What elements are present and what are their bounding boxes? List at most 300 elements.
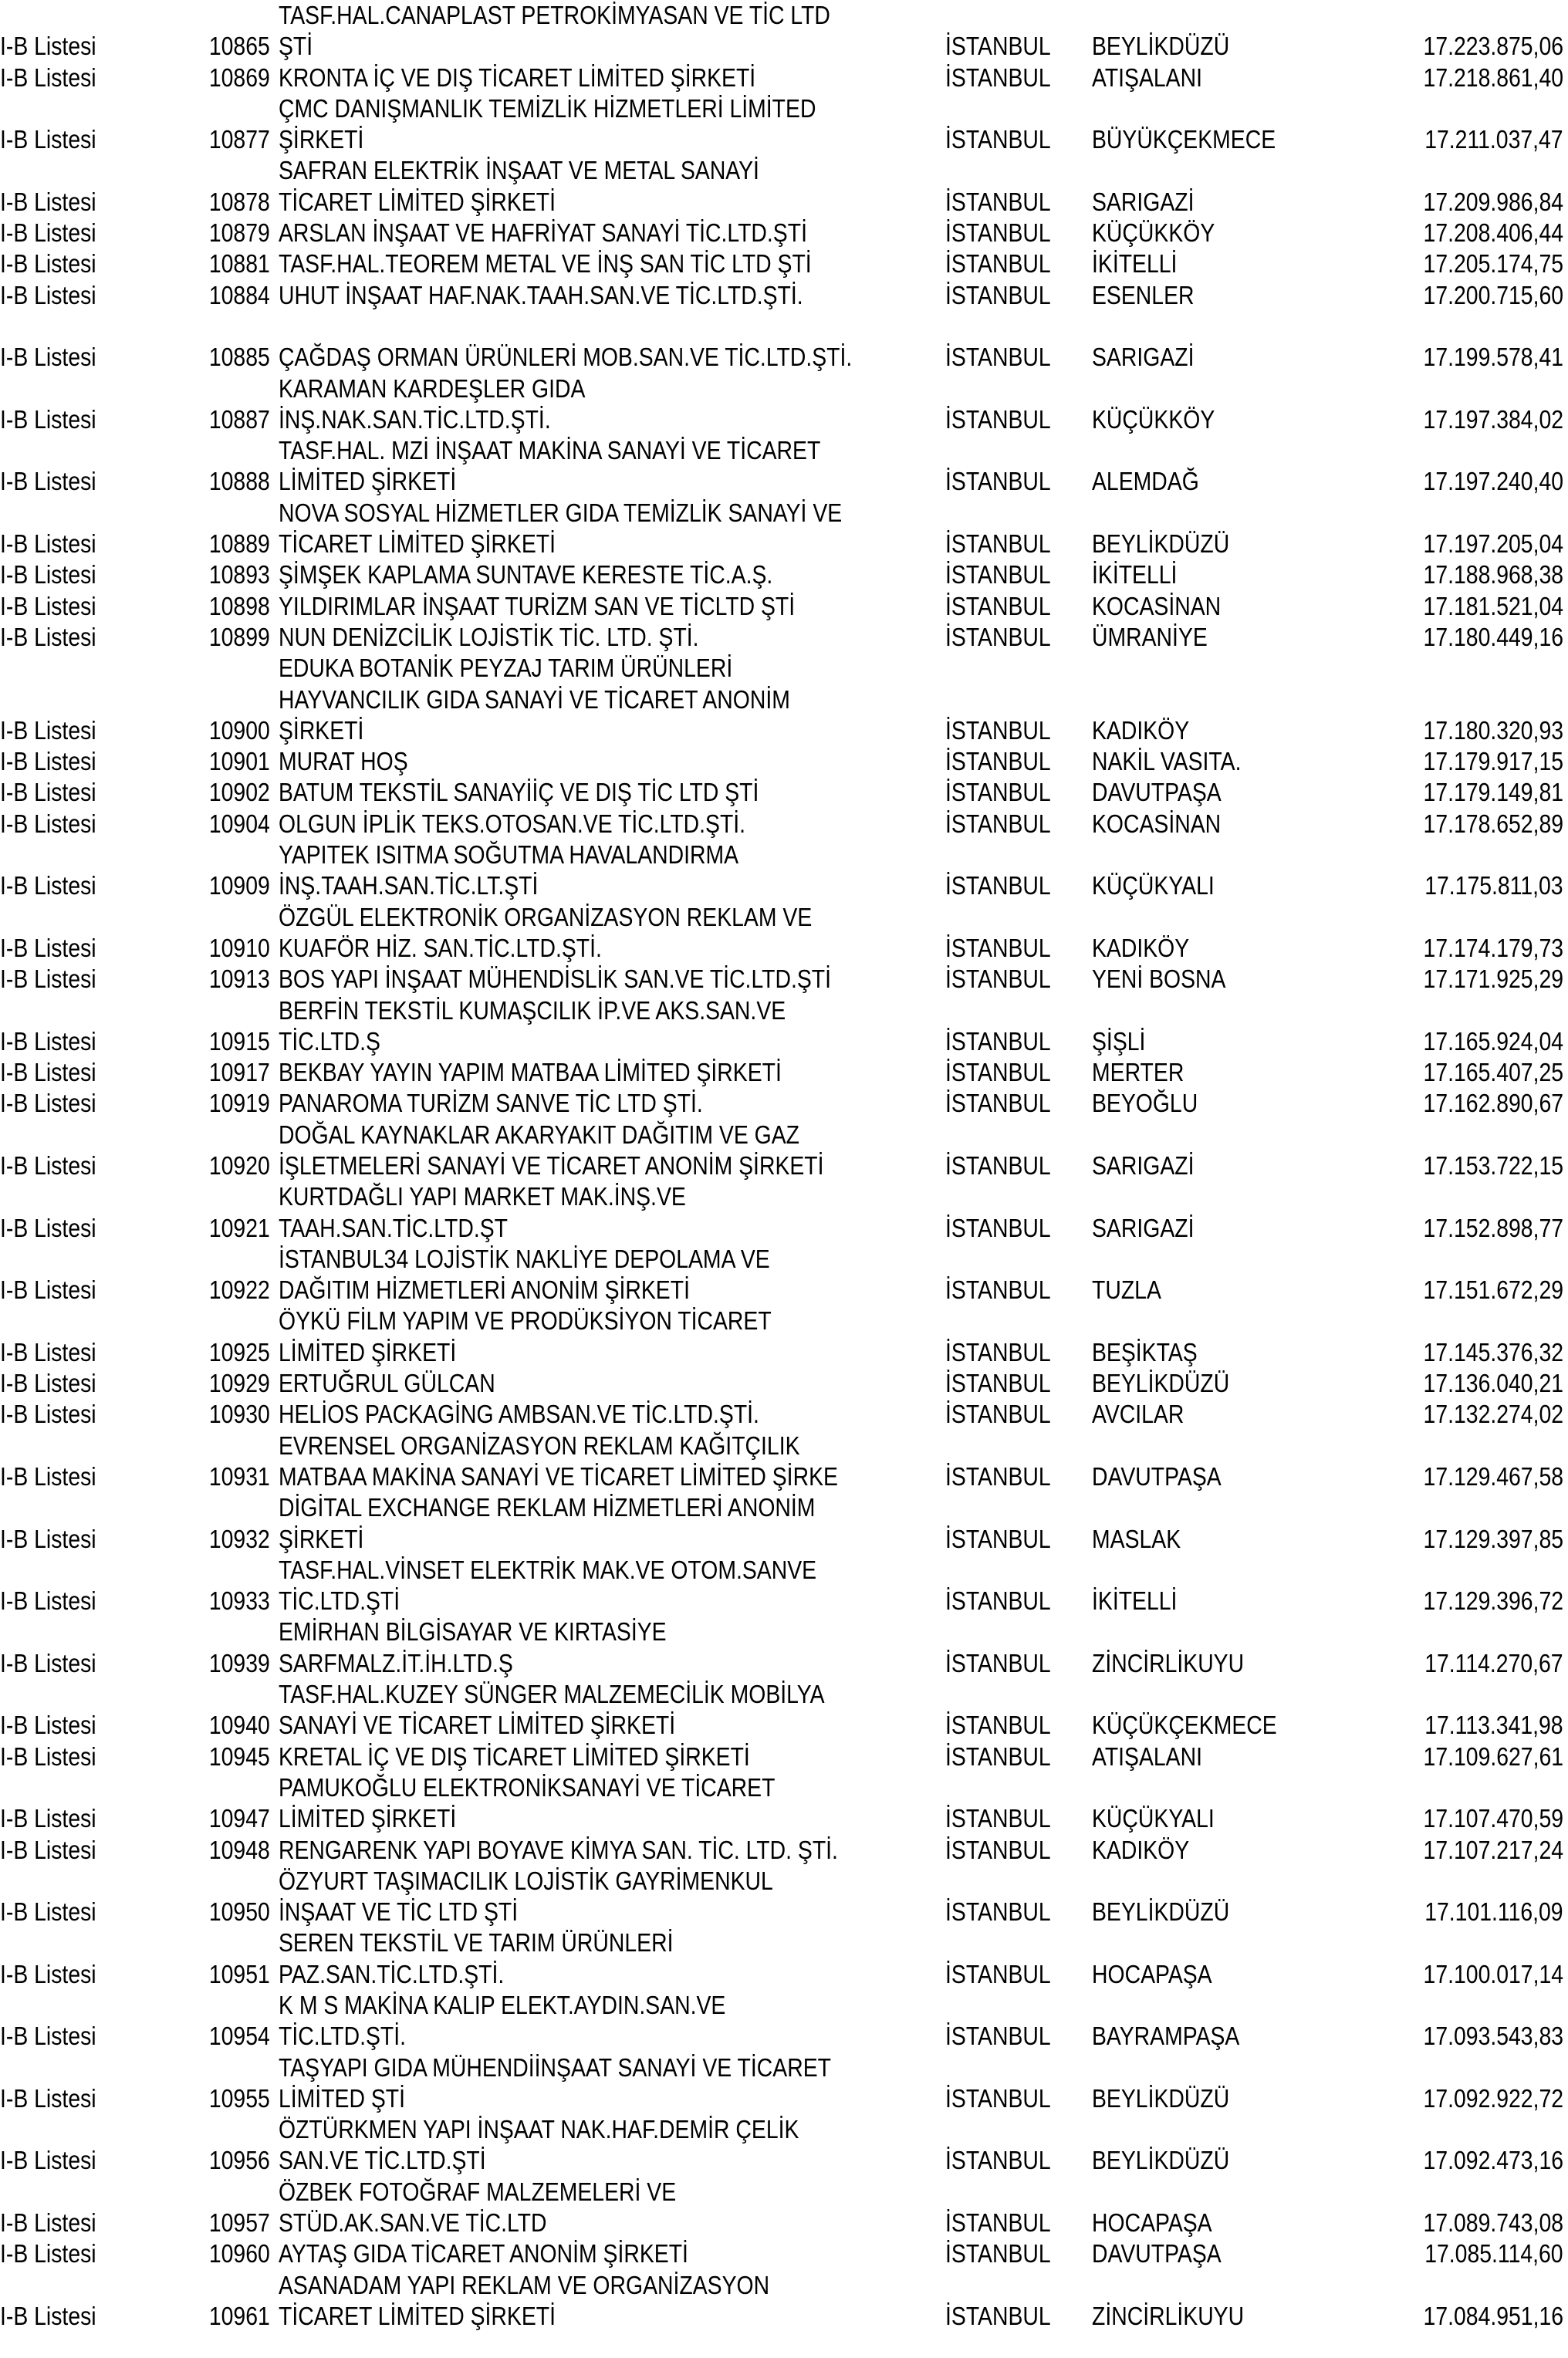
company-name: KUAFÖR HİZ. SAN.TİC.LTD.ŞTİ.	[279, 933, 602, 962]
city: İSTANBUL	[945, 280, 1051, 309]
list-label: I-B Listesi	[0, 1835, 96, 1864]
city: İSTANBUL	[945, 715, 1051, 745]
name-continuation-line	[0, 435, 1568, 466]
list-label: I-B Listesi	[0, 964, 96, 994]
company-name: OLGUN İPLİK TEKS.OTOSAN.VE TİC.LTD.ŞTİ.	[279, 809, 746, 838]
list-label: I-B Listesi	[0, 747, 96, 776]
district: ATIŞALANI	[1092, 1741, 1203, 1771]
company-name: TİC.LTD.ŞTİ.	[279, 2022, 407, 2051]
name-continuation-line	[0, 2270, 1568, 2301]
list-label: I-B Listesi	[0, 62, 96, 92]
company-name-part: PAMUKOĞLU ELEKTRONİKSANAYİ VE TİCARET	[279, 1772, 776, 1802]
city: İSTANBUL	[945, 1835, 1051, 1864]
table-row	[0, 466, 1568, 497]
company-name-part: ÖZYURT TAŞIMACILIK LOJİSTİK GAYRİMENKUL	[279, 1866, 773, 1895]
amount: 17.101.116,09	[1424, 1897, 1563, 1927]
company-name: TİCARET LİMİTED ŞİRKETİ	[279, 187, 556, 216]
city: İSTANBUL	[945, 778, 1051, 807]
list-label: I-B Listesi	[0, 125, 96, 154]
district: ÜMRANİYE	[1092, 622, 1208, 651]
company-name: LİMİTED ŞTİ	[279, 2083, 405, 2113]
list-label: I-B Listesi	[0, 280, 96, 309]
record-id: 10960	[209, 2239, 270, 2268]
record-id: 10948	[209, 1835, 270, 1864]
amount: 17.129.396,72	[1423, 1586, 1563, 1616]
list-label: I-B Listesi	[0, 1804, 96, 1833]
district: DAVUTPAŞA	[1092, 778, 1222, 807]
company-name-part: ASANADAM YAPI REKLAM VE ORGANİZASYON	[279, 2270, 770, 2299]
company-name-part: KURTDAĞLI YAPI MARKET MAK.İNŞ.VE	[279, 1182, 686, 1211]
amount: 17.223.875,06	[1423, 32, 1563, 61]
district: AVCILAR	[1092, 1400, 1184, 1429]
list-label: I-B Listesi	[0, 1400, 96, 1429]
district: KÜÇÜKYALI	[1092, 1804, 1215, 1833]
district: KÜÇÜKYALI	[1092, 871, 1215, 900]
table-row	[0, 187, 1568, 218]
company-name: HELİOS PACKAGİNG AMBSAN.VE TİC.LTD.ŞTİ.	[279, 1400, 759, 1429]
record-id: 10932	[209, 1524, 270, 1553]
amount: 17.132.274,02	[1423, 1400, 1563, 1429]
district: ŞİŞLİ	[1092, 1026, 1146, 1056]
name-continuation-line	[0, 839, 1568, 870]
name-continuation-line	[0, 1990, 1568, 2021]
city: İSTANBUL	[945, 1213, 1051, 1242]
amount: 17.092.473,16	[1423, 2146, 1563, 2175]
amount: 17.165.407,25	[1423, 1058, 1563, 1087]
list-label: I-B Listesi	[0, 591, 96, 620]
amount: 17.171.925,29	[1423, 964, 1563, 994]
list-label: I-B Listesi	[0, 933, 96, 962]
record-id: 10910	[209, 933, 270, 962]
name-continuation-line	[0, 155, 1568, 186]
company-name: TAAH.SAN.TİC.LTD.ŞT	[279, 1213, 508, 1242]
company-name-part: TASF.HAL.VİNSET ELEKTRİK MAK.VE OTOM.SANVE	[279, 1555, 817, 1584]
district: BEYLİKDÜZÜ	[1092, 1897, 1230, 1927]
record-id: 10865	[209, 32, 270, 61]
district: SARIGAZİ	[1092, 1150, 1195, 1180]
list-label: I-B Listesi	[0, 1648, 96, 1677]
company-name: ARSLAN İNŞAAT VE HAFRİYAT SANAYİ TİC.LTD.ŞTİ	[279, 218, 807, 248]
district: ZİNCİRLİKUYU	[1092, 1648, 1245, 1677]
company-name: TİC.LTD.Ş	[279, 1026, 380, 1056]
amount: 17.197.240,40	[1423, 467, 1563, 496]
record-id: 10925	[209, 1337, 270, 1366]
company-name-part: TASF.HAL.CANAPLAST PETROKİMYASAN VE TİC LTD	[279, 1, 830, 29]
city: İSTANBUL	[945, 32, 1051, 61]
amount: 17.197.205,04	[1423, 529, 1563, 559]
list-label: I-B Listesi	[0, 1026, 96, 1056]
company-name-part: SAFRAN ELEKTRİK İNŞAAT VE METAL SANAYİ	[279, 156, 759, 185]
table-row	[0, 1088, 1568, 1119]
amount: 17.209.986,84	[1423, 187, 1563, 216]
table-row	[0, 1057, 1568, 1088]
amount: 17.152.898,77	[1423, 1213, 1563, 1242]
company-name-part: KARAMAN KARDEŞLER GIDA	[279, 373, 586, 403]
record-id: 10885	[209, 343, 270, 372]
name-continuation-line	[0, 2114, 1568, 2145]
district: BEYLİKDÜZÜ	[1092, 1369, 1230, 1398]
amount: 17.129.467,58	[1423, 1461, 1563, 1491]
table-row	[0, 777, 1568, 808]
company-name: LİMİTED ŞİRKETİ	[279, 1337, 457, 1366]
amount: 17.100.017,14	[1423, 1959, 1563, 1988]
record-id: 10889	[209, 529, 270, 559]
record-id: 10899	[209, 622, 270, 651]
amount: 17.165.924,04	[1423, 1026, 1563, 1056]
district: NAKİL VASITA.	[1092, 747, 1242, 776]
record-id: 10920	[209, 1150, 270, 1180]
amount: 17.178.652,89	[1423, 809, 1563, 838]
list-label: I-B Listesi	[0, 2022, 96, 2051]
table-row	[0, 559, 1568, 590]
company-name: BOS YAPI İNŞAAT MÜHENDİSLİK SAN.VE TİC.LTD.ŞTİ	[279, 964, 831, 994]
district: KÜÇÜKKÖY	[1092, 218, 1215, 248]
city: İSTANBUL	[945, 343, 1051, 372]
company-name-part: ÖZTÜRKMEN YAPI İNŞAAT NAK.HAF.DEMİR ÇELİK	[279, 2115, 799, 2144]
list-label: I-B Listesi	[0, 1150, 96, 1180]
city: İSTANBUL	[945, 62, 1051, 92]
record-id: 10933	[209, 1586, 270, 1616]
table-row	[0, 1710, 1568, 1741]
list-label: I-B Listesi	[0, 343, 96, 372]
table-row	[0, 2208, 1568, 2238]
table-row	[0, 2238, 1568, 2269]
district: HOCAPAŞA	[1092, 1959, 1212, 1988]
district: ZİNCİRLİKUYU	[1092, 2301, 1245, 2330]
company-name: SANAYİ VE TİCARET LİMİTED ŞİRKETİ	[279, 1711, 676, 1740]
record-id: 10901	[209, 747, 270, 776]
district: ESENLER	[1092, 280, 1195, 309]
blank-spacer	[0, 311, 1568, 342]
record-id: 10904	[209, 809, 270, 838]
list-label: I-B Listesi	[0, 715, 96, 745]
company-name: ŞİMŞEK KAPLAMA SUNTAVE KERESTE TİC.A.Ş.	[279, 560, 773, 590]
amount: 17.129.397,85	[1423, 1524, 1563, 1553]
name-continuation-line	[0, 653, 1568, 684]
company-name: UHUT İNŞAAT HAF.NAK.TAAH.SAN.VE TİC.LTD.ŞTİ.	[279, 280, 803, 309]
list-label: I-B Listesi	[0, 1959, 96, 1988]
table-row	[0, 1741, 1568, 1772]
amount: 17.084.951,16	[1423, 2301, 1563, 2330]
table-row	[0, 1399, 1568, 1430]
record-id: 10915	[209, 1026, 270, 1056]
company-name-part: DİGİTAL EXCHANGE REKLAM HİZMETLERİ ANONİM	[279, 1493, 816, 1522]
table-row	[0, 1524, 1568, 1555]
district: KÜÇÜKÇEKMECE	[1092, 1711, 1277, 1740]
city: İSTANBUL	[945, 1524, 1051, 1553]
table-row	[0, 1213, 1568, 1244]
list-label: I-B Listesi	[0, 249, 96, 279]
list-label: I-B Listesi	[0, 1741, 96, 1771]
record-id: 10930	[209, 1400, 270, 1429]
district: DAVUTPAŞA	[1092, 2239, 1222, 2268]
name-continuation-line	[0, 1431, 1568, 1461]
company-name-part: BERFİN TEKSTİL KUMAŞCILIK İP.VE AKS.SAN.VE	[279, 995, 786, 1025]
city: İSTANBUL	[945, 1741, 1051, 1771]
city: İSTANBUL	[945, 2208, 1051, 2238]
record-id: 10877	[209, 125, 270, 154]
list-label: I-B Listesi	[0, 1337, 96, 1366]
table-row	[0, 809, 1568, 839]
name-continuation-line	[0, 498, 1568, 529]
city: İSTANBUL	[945, 1648, 1051, 1677]
list-label: I-B Listesi	[0, 404, 96, 434]
table-row	[0, 218, 1568, 248]
amount: 17.200.715,60	[1423, 280, 1563, 309]
list-label: I-B Listesi	[0, 1213, 96, 1242]
company-name: DAĞITIM HİZMETLERİ ANONİM ŞİRKETİ	[279, 1275, 690, 1305]
table-row	[0, 591, 1568, 622]
company-name: İŞLETMELERİ SANAYİ VE TİCARET ANONİM ŞİRKETİ	[279, 1150, 824, 1180]
company-name: SAN.VE TİC.LTD.ŞTİ	[279, 2146, 486, 2175]
record-id: 10956	[209, 2146, 270, 2175]
amount: 17.181.521,04	[1423, 591, 1563, 620]
company-name: STÜD.AK.SAN.VE TİC.LTD	[279, 2208, 547, 2238]
record-id: 10922	[209, 1275, 270, 1305]
district: KADIKÖY	[1092, 715, 1190, 745]
record-id: 10879	[209, 218, 270, 248]
name-continuation-line	[0, 684, 1568, 715]
district: BAYRAMPAŞA	[1092, 2022, 1240, 2051]
list-label: I-B Listesi	[0, 2208, 96, 2238]
record-id: 10957	[209, 2208, 270, 2238]
table-row	[0, 2301, 1568, 2332]
city: İSTANBUL	[945, 249, 1051, 279]
city: İSTANBUL	[945, 1058, 1051, 1087]
record-id: 10947	[209, 1804, 270, 1833]
table-row	[0, 1461, 1568, 1492]
amount: 17.109.627,61	[1423, 1741, 1563, 1771]
company-name: TİC.LTD.ŞTİ	[279, 1586, 400, 1616]
company-name: LİMİTED ŞİRKETİ	[279, 467, 457, 496]
city: İSTANBUL	[945, 2301, 1051, 2330]
city: İSTANBUL	[945, 2239, 1051, 2268]
table-row	[0, 964, 1568, 995]
district: SARIGAZİ	[1092, 343, 1195, 372]
table-row	[0, 2145, 1568, 2176]
record-id: 10940	[209, 1711, 270, 1740]
company-name-part: TASF.HAL. MZİ İNŞAAT MAKİNA SANAYİ VE TİCARET	[279, 436, 821, 465]
district: ALEMDAĞ	[1092, 467, 1199, 496]
amount: 17.107.217,24	[1423, 1835, 1563, 1864]
table-row	[0, 1586, 1568, 1616]
amount: 17.093.543,83	[1423, 2022, 1563, 2051]
city: İSTANBUL	[945, 404, 1051, 434]
amount: 17.113.341,98	[1424, 1711, 1563, 1740]
company-name-part: K M S MAKİNA KALIP ELEKT.AYDIN.SAN.VE	[279, 1991, 726, 2019]
district: ATIŞALANI	[1092, 62, 1203, 92]
city: İSTANBUL	[945, 1369, 1051, 1398]
record-id: 10893	[209, 560, 270, 590]
amount: 17.199.578,41	[1423, 343, 1563, 372]
name-continuation-line	[0, 2177, 1568, 2208]
record-id: 10929	[209, 1369, 270, 1398]
company-name-part: DOĞAL KAYNAKLAR AKARYAKIT DAĞITIM VE GAZ	[279, 1120, 800, 1149]
list-label: I-B Listesi	[0, 1275, 96, 1305]
city: İSTANBUL	[945, 964, 1051, 994]
city: İSTANBUL	[945, 187, 1051, 216]
name-continuation-line	[0, 0, 1568, 31]
name-continuation-line	[0, 93, 1568, 124]
list-label: I-B Listesi	[0, 622, 96, 651]
city: İSTANBUL	[945, 1400, 1051, 1429]
amount: 17.162.890,67	[1423, 1089, 1563, 1118]
company-name: YILDIRIMLAR İNŞAAT TURİZM SAN VE TİCLTD ŞTİ	[279, 591, 796, 620]
amount: 17.153.722,15	[1423, 1150, 1563, 1180]
city: İSTANBUL	[945, 529, 1051, 559]
record-id: 10887	[209, 404, 270, 434]
record-id: 10869	[209, 62, 270, 92]
city: İSTANBUL	[945, 1089, 1051, 1118]
district: KOCASİNAN	[1092, 809, 1222, 838]
company-name: TİCARET LİMİTED ŞİRKETİ	[279, 2301, 556, 2330]
record-id: 10939	[209, 1648, 270, 1677]
city: İSTANBUL	[945, 218, 1051, 248]
record-id: 10881	[209, 249, 270, 279]
list-label: I-B Listesi	[0, 778, 96, 807]
city: İSTANBUL	[945, 933, 1051, 962]
table-row	[0, 1897, 1568, 1927]
district: BEYLİKDÜZÜ	[1092, 529, 1230, 559]
district: BÜYÜKÇEKMECE	[1092, 125, 1276, 154]
record-id: 10945	[209, 1741, 270, 1771]
record-id: 10921	[209, 1213, 270, 1242]
district: İKİTELLİ	[1092, 249, 1178, 279]
company-name: MATBAA MAKİNA SANAYİ VE TİCARET LİMİTED ŞİRKE	[279, 1461, 838, 1491]
list-label: I-B Listesi	[0, 1058, 96, 1087]
company-name-part: YAPITEK ISITMA SOĞUTMA HAVALANDIRMA	[279, 840, 739, 870]
company-name: SARFMALZ.İT.İH.LTD.Ş	[279, 1648, 513, 1677]
amount: 17.197.384,02	[1423, 404, 1563, 434]
company-name: KRETAL İÇ VE DIŞ TİCARET LİMİTED ŞİRKETİ	[279, 1741, 750, 1771]
city: İSTANBUL	[945, 1337, 1051, 1366]
company-name-part: TAŞYAPI GIDA MÜHENDİİNŞAAT SANAYİ VE TİCARET	[279, 2052, 831, 2082]
company-name: ÇAĞDAŞ ORMAN ÜRÜNLERİ MOB.SAN.VE TİC.LTD.ŞTİ.	[279, 343, 853, 372]
list-label: I-B Listesi	[0, 1897, 96, 1927]
company-name-part: ÇMC DANIŞMANLIK TEMİZLİK HİZMETLERİ LİMİTED	[279, 93, 816, 123]
list-label: I-B Listesi	[0, 560, 96, 590]
city: İSTANBUL	[945, 1804, 1051, 1833]
name-continuation-line	[0, 1181, 1568, 1212]
district: TUZLA	[1092, 1275, 1161, 1305]
list-label: I-B Listesi	[0, 1524, 96, 1553]
city: İSTANBUL	[945, 560, 1051, 590]
district: MERTER	[1092, 1058, 1184, 1087]
city: İSTANBUL	[945, 591, 1051, 620]
district: KADIKÖY	[1092, 1835, 1190, 1864]
company-name: ERTUĞRUL GÜLCAN	[279, 1369, 495, 1398]
city: İSTANBUL	[945, 747, 1051, 776]
amount: 17.179.149,81	[1423, 778, 1563, 807]
record-id: 10900	[209, 715, 270, 745]
company-name: İNŞ.TAAH.SAN.TİC.LT.ŞTİ	[279, 871, 539, 900]
name-continuation-line	[0, 1772, 1568, 1803]
city: İSTANBUL	[945, 1275, 1051, 1305]
company-name: NUN DENİZCİLİK LOJİSTİK TİC. LTD. ŞTİ.	[279, 622, 699, 651]
table-row	[0, 342, 1568, 373]
table-row	[0, 870, 1568, 901]
list-label: I-B Listesi	[0, 1369, 96, 1398]
list-label: I-B Listesi	[0, 218, 96, 248]
company-name: TASF.HAL.TEOREM METAL VE İNŞ SAN TİC LTD ŞTİ	[279, 249, 812, 279]
list-label: I-B Listesi	[0, 529, 96, 559]
record-id: 10951	[209, 1959, 270, 1988]
city: İSTANBUL	[945, 1586, 1051, 1616]
name-continuation-line	[0, 1927, 1568, 1958]
company-name-part: EVRENSEL ORGANİZASYON REKLAM KAĞITÇILIK	[279, 1431, 800, 1460]
record-id: 10884	[209, 280, 270, 309]
record-id: 10961	[209, 2301, 270, 2330]
amount: 17.218.861,40	[1423, 62, 1563, 92]
list-label: I-B Listesi	[0, 187, 96, 216]
city: İSTANBUL	[945, 871, 1051, 900]
company-name: ŞTİ	[279, 32, 313, 61]
name-continuation-line	[0, 995, 1568, 1026]
table-row	[0, 1835, 1568, 1866]
company-name: İNŞ.NAK.SAN.TİC.LTD.ŞTİ.	[279, 404, 551, 434]
company-name: BATUM TEKSTİL SANAYİİÇ VE DIŞ TİC LTD ŞTİ	[279, 778, 759, 807]
amount: 17.188.968,38	[1423, 560, 1563, 590]
record-id: 10955	[209, 2083, 270, 2113]
record-id: 10917	[209, 1058, 270, 1087]
amount: 17.107.470,59	[1423, 1804, 1563, 1833]
company-name-part: ÖZGÜL ELEKTRONİK ORGANİZASYON REKLAM VE	[279, 902, 813, 931]
city: İSTANBUL	[945, 1461, 1051, 1491]
table-row	[0, 933, 1568, 964]
city: İSTANBUL	[945, 622, 1051, 651]
city: İSTANBUL	[945, 2146, 1051, 2175]
record-id: 10909	[209, 871, 270, 900]
company-name-part: İSTANBUL34 LOJİSTİK NAKLİYE DEPOLAMA VE	[279, 1244, 770, 1273]
table-row	[0, 622, 1568, 653]
company-name-part: HAYVANCILIK GIDA SANAYİ VE TİCARET ANONİM	[279, 684, 790, 714]
company-name: AYTAŞ GIDA TİCARET ANONİM ŞİRKETİ	[279, 2239, 688, 2268]
district: YENİ BOSNA	[1092, 964, 1226, 994]
amount: 17.114.270,67	[1424, 1648, 1563, 1677]
list-label: I-B Listesi	[0, 2146, 96, 2175]
amount: 17.211.037,47	[1424, 125, 1563, 154]
company-name: TİCARET LİMİTED ŞİRKETİ	[279, 529, 556, 559]
amount: 17.145.376,32	[1423, 1337, 1563, 1366]
city: İSTANBUL	[945, 1897, 1051, 1927]
name-continuation-line	[0, 902, 1568, 933]
company-name: İNŞAAT VE TİC LTD ŞTİ	[279, 1897, 519, 1927]
amount: 17.180.449,16	[1423, 622, 1563, 651]
amount: 17.205.174,75	[1423, 249, 1563, 279]
record-id: 10898	[209, 591, 270, 620]
company-name: MURAT HOŞ	[279, 747, 408, 776]
table-row	[0, 1026, 1568, 1057]
company-name-part: ÖYKÜ FİLM YAPIM VE PRODÜKSİYON TİCARET	[279, 1306, 772, 1336]
table-row	[0, 1959, 1568, 1990]
record-id: 10902	[209, 778, 270, 807]
list-label: I-B Listesi	[0, 2083, 96, 2113]
table-row	[0, 280, 1568, 311]
name-continuation-line	[0, 1120, 1568, 1150]
table-row	[0, 1275, 1568, 1306]
table-row	[0, 124, 1568, 155]
district: BEYLİKDÜZÜ	[1092, 2083, 1230, 2113]
table-row	[0, 31, 1568, 62]
record-id: 10919	[209, 1089, 270, 1118]
company-name: ŞİRKETİ	[279, 715, 364, 745]
company-name-part: NOVA SOSYAL HİZMETLER GIDA TEMİZLİK SANAYİ VE	[279, 498, 843, 527]
amount: 17.151.672,29	[1423, 1275, 1563, 1305]
district: KÜÇÜKKÖY	[1092, 404, 1215, 434]
amount: 17.174.179,73	[1423, 933, 1563, 962]
record-id: 10954	[209, 2022, 270, 2051]
amount: 17.085.114,60	[1424, 2239, 1563, 2268]
